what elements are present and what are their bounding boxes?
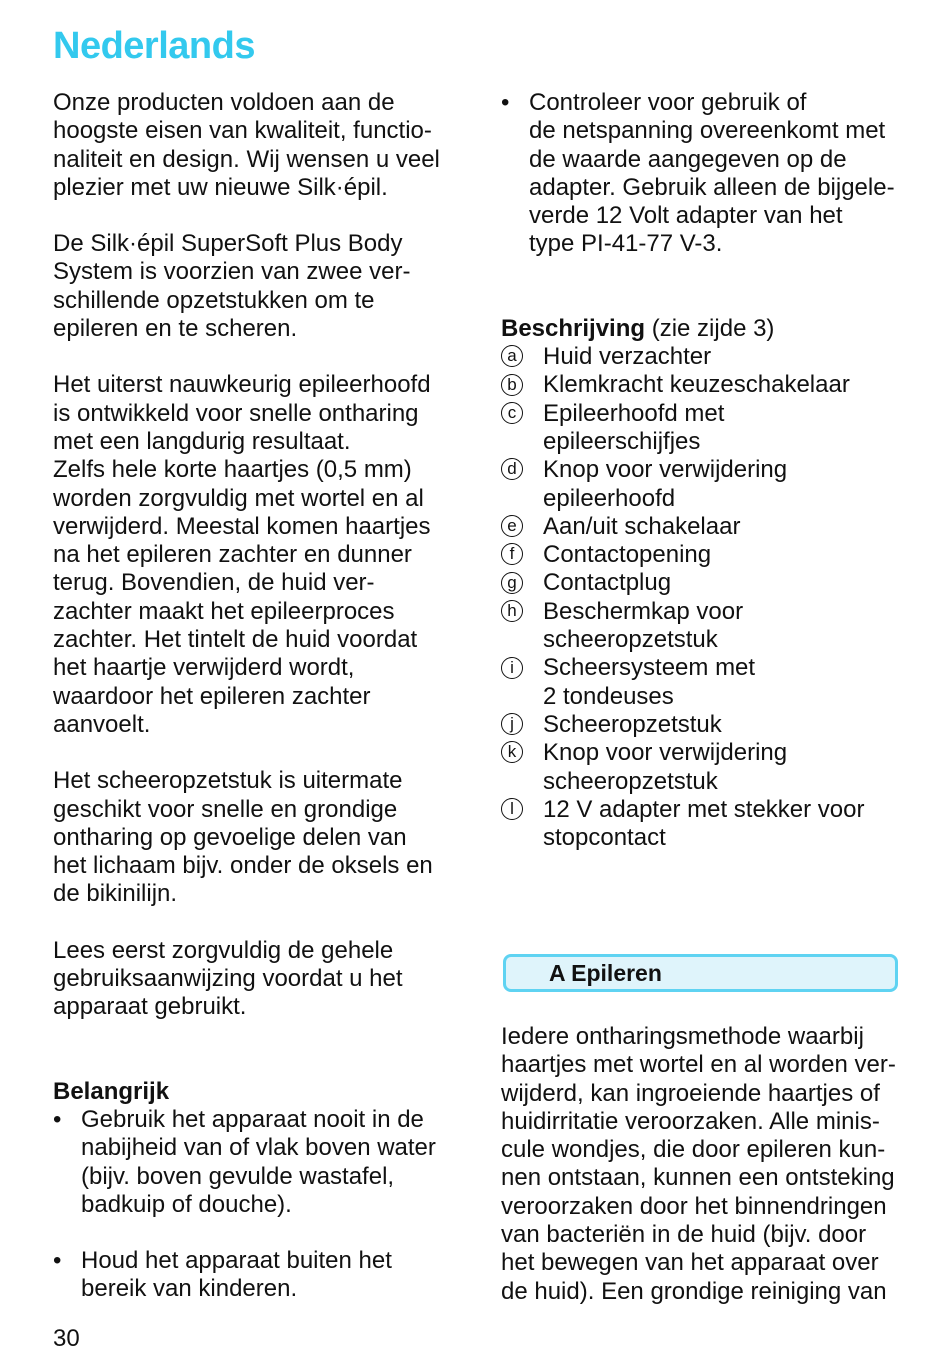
legend-marker xyxy=(501,343,543,371)
legend-item xyxy=(501,569,906,597)
left-column xyxy=(53,89,463,1304)
legend-marker xyxy=(501,598,543,655)
legend-item xyxy=(501,711,906,739)
legend-text: Knop voor verwijdering scheeropzetstuk xyxy=(543,739,788,795)
legend-text: Contactopening xyxy=(543,541,712,569)
description-heading: Beschrijving xyxy=(501,314,646,342)
legend-text: 12 V adapter met stekker voor stopcontact xyxy=(543,795,865,852)
legend-letter: j xyxy=(501,713,523,735)
legend-marker xyxy=(501,711,543,739)
legend-letter: b xyxy=(501,374,523,396)
bullet-text: Houd het apparaat buiten het bereik van kinderen. xyxy=(81,1247,392,1303)
legend-letter: h xyxy=(501,600,523,622)
legend-marker xyxy=(501,400,543,457)
legend-letter: i xyxy=(501,657,523,679)
legend-marker xyxy=(501,513,543,541)
important-heading: Belangrijk xyxy=(53,1077,170,1105)
page-number: 30 xyxy=(53,1325,80,1352)
legend-letter: d xyxy=(501,458,523,480)
bullet-text: Gebruik het apparaat nooit in de nabijheid van of vlak boven water (bijv. boven gevulde wastafel, badkuip of douche). xyxy=(81,1105,436,1218)
legend-letter: g xyxy=(501,572,523,594)
legend-text: Epileerhoofd met epileerschijfjes xyxy=(543,399,725,455)
description-heading-line xyxy=(501,315,906,343)
description-heading-note: (zie zijde 3) xyxy=(645,314,775,342)
legend-item xyxy=(501,456,906,513)
legend-item xyxy=(501,796,906,853)
important-bullet xyxy=(53,1106,463,1219)
bullet-dot: • xyxy=(53,1247,62,1275)
legend-letter: f xyxy=(501,543,523,565)
legend-text: Scheersysteem met 2 tondeuses xyxy=(543,654,756,710)
section-header-epileren xyxy=(503,954,898,992)
legend-marker xyxy=(501,569,543,597)
legend-marker xyxy=(501,456,543,513)
intro-paragraph: Onze producten voldoen aan de hoogste eisen van kwaliteit, functio- naliteit en design. Wij wensen u veel plezier met uw nieuwe Silk·épil. xyxy=(53,89,440,201)
legend-item xyxy=(501,654,906,711)
right-column xyxy=(501,89,906,852)
legend-text: Scheeropzetstuk xyxy=(543,710,722,738)
shaver-paragraph: Het scheeropzetstuk is uitermate geschikt voor snelle en grondige ontharing op gevoelige delen van het lichaam bijv. onder de oksels en de bikinilijn. xyxy=(53,767,433,908)
section-title: A Epileren xyxy=(549,960,662,986)
legend-text: Contactplug xyxy=(543,569,672,597)
page-title: Nederlands xyxy=(53,25,255,67)
legend-text: Klemkracht keuzeschakelaar xyxy=(543,371,850,399)
legend-marker xyxy=(501,371,543,399)
system-paragraph: De Silk·épil SuperSoft Plus Body System is voorzien van zwee ver- schillende opzetstukken om te epileren en te scheren. xyxy=(53,230,411,343)
legend-letter: l xyxy=(501,798,523,820)
legend-item xyxy=(501,541,906,569)
important-bullet xyxy=(53,1247,463,1304)
legend-letter: c xyxy=(501,402,523,424)
legend-text: Huid verzachter xyxy=(543,343,712,371)
epilator-paragraph: Het uiterst nauwkeurig epileerhoofd is ontwikkeld voor snelle ontharing met een langdurig resultaat. Zelfs hele korte haartjes (0,5 mm) worden zorgvuldig met wortel en al verwijderd. Meestal komen haartjes na het epileren zachter en dunner terug. Bovendien, de huid ver- zachter maakt het epileerproces zachter. Het tintelt de huid voordat het haartje verwijderd wordt, waardoor het epileren zachter aanvoelt. xyxy=(53,371,431,738)
read-instructions-paragraph: Lees eerst zorgvuldig de gehele gebruiksaanwijzing voordat u het apparaat gebruikt. xyxy=(53,936,403,1021)
section-paragraph: Iedere ontharingsmethode waarbij haartjes met wortel en al worden ver- wijderd, kan ingroeiende haartjes of huidirritatie veroorzaken. Alle minis- cule wondjes, die door epileren kun- nen ontstaan, kunnen een ontsteking veroorzaken door het binnendringen van bacteriën in de huid (bijv. door het bewegen van het apparaat over de huid). Een grondige reiniging van xyxy=(501,1023,896,1305)
legend-item xyxy=(501,513,906,541)
legend-item xyxy=(501,371,906,399)
legend-letter: a xyxy=(501,345,523,367)
legend-text: Aan/uit schakelaar xyxy=(543,512,741,540)
bullet-dot: • xyxy=(53,1105,62,1133)
bullet-text: Controleer voor gebruik of de netspanning overeenkomt met de waarde aangegeven op de adapter. Gebruik alleen de bijgele- verde 12 Volt adapter van het type PI-41-77 V-3. xyxy=(529,89,895,258)
legend-marker xyxy=(501,654,543,711)
legend-item xyxy=(501,739,906,796)
legend-marker xyxy=(501,739,543,796)
legend-marker xyxy=(501,541,543,569)
legend-letter: k xyxy=(501,741,523,763)
legend-item xyxy=(501,400,906,457)
legend-text: Beschermkap voor scheeropzetstuk xyxy=(543,597,744,654)
legend-letter: e xyxy=(501,515,523,537)
legend-marker xyxy=(501,796,543,853)
parts-legend xyxy=(501,343,906,852)
legend-item xyxy=(501,598,906,655)
legend-text: Knop voor verwijdering epileerhoofd xyxy=(543,456,788,512)
voltage-bullet xyxy=(501,89,906,259)
bullet-dot: • xyxy=(501,89,510,116)
legend-item xyxy=(501,343,906,371)
